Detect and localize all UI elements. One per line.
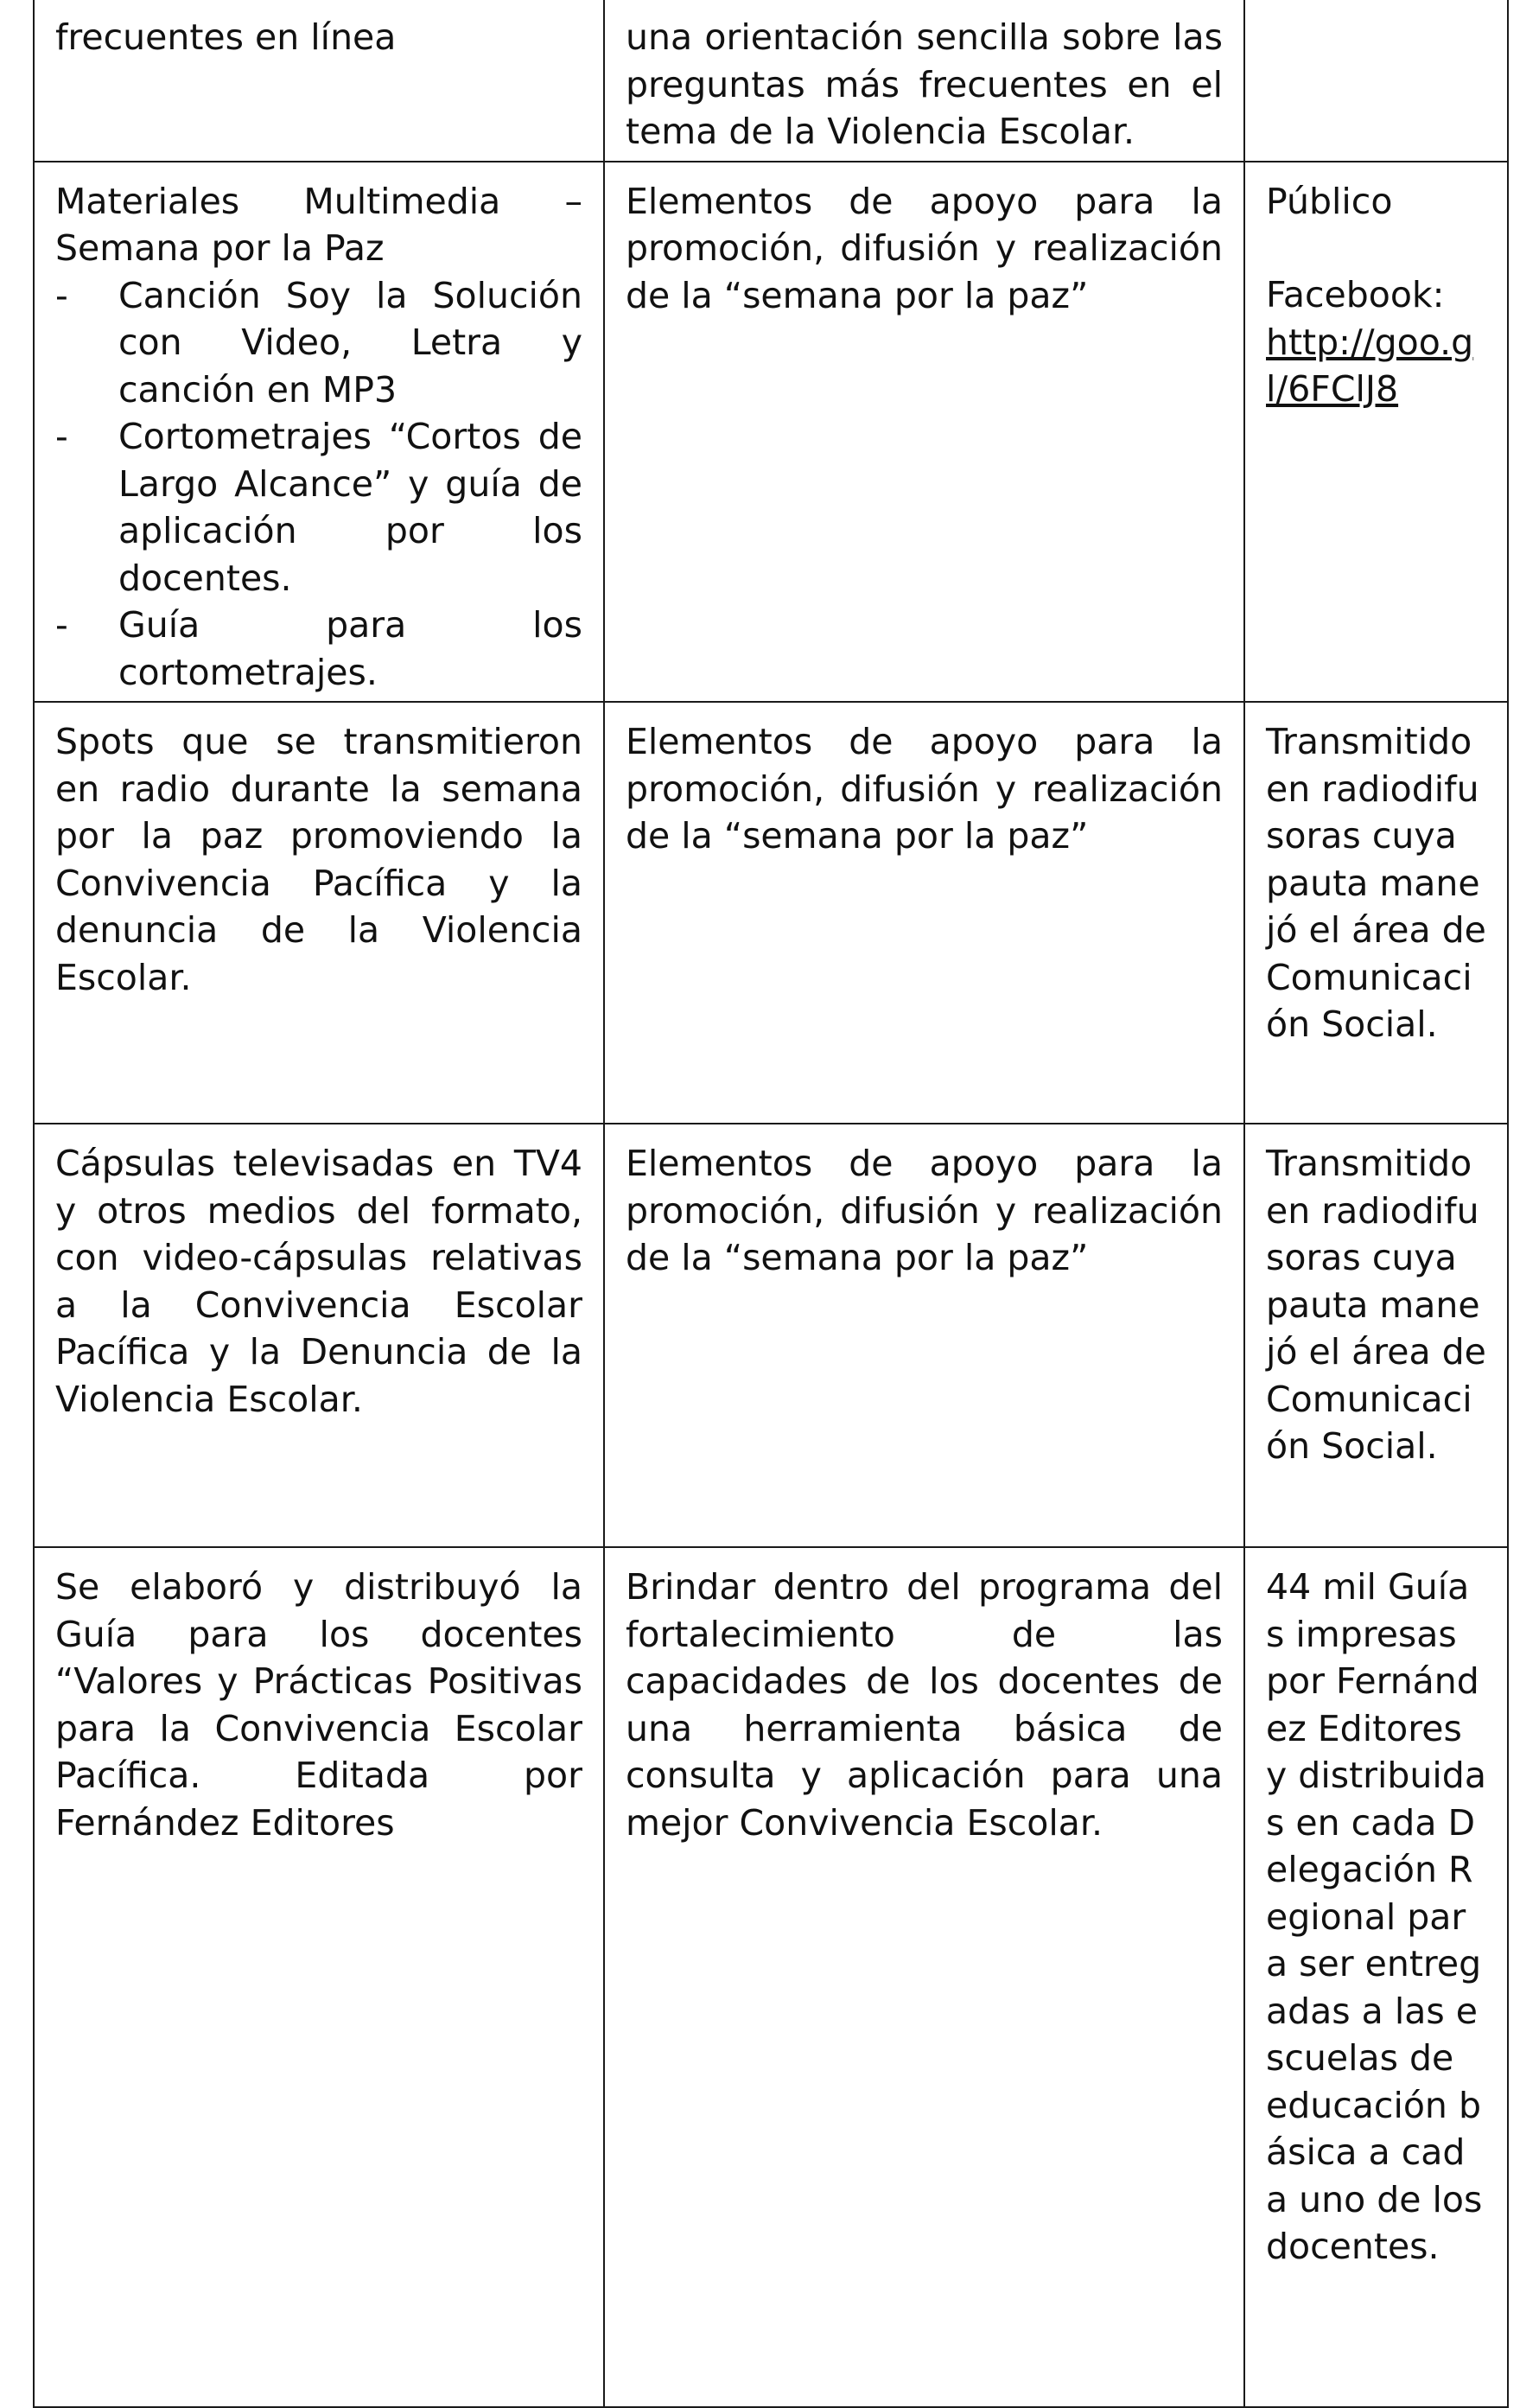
facebook-link[interactable]: http://goo.gl/6FClJ8 [1266,321,1474,410]
multimedia-list [55,272,582,697]
cell-activity: Spots que se transmitieron en radio durante la semana por la paz promoviendo la Convivencia Pacífica y la denuncia de la Violencia Escolar. [34,702,604,1124]
cell-objective: Elementos de apoyo para la promoción, difusión y realización de la “semana por la paz” [604,702,1244,1124]
cell-activity: Se elaboró y distribuyó la Guía para los docentes “Valores y Prácticas Positivas para la Convivencia Escolar Pacífica. Editada por Fernández Editores [34,1547,604,2407]
multimedia-title: Materiales Multimedia – Semana por la Paz [55,180,582,269]
cell-audience [1244,162,1508,703]
cell-objective: Elementos de apoyo para la promoción, difusión y realización de la “semana por la paz” [604,162,1244,703]
cell-activity [34,162,604,703]
table-row [34,702,1508,1124]
table-row [34,1547,1508,2407]
cell-audience: 44 mil Guías impresas por Fernández Editores y distribuidas en cada Delegación Regional para ser entregadas a las escuelas de educación básica a cada uno de los docentes. [1244,1547,1508,2407]
cell-audience: Transmitido en radiodifusoras cuya pauta manejó el área de Comunicación Social. [1244,1124,1508,1547]
list-item: - Cortometrajes “Cortos de Largo Alcance” y guía de aplicación por los docentes. [55,413,582,602]
cell-activity: Cápsulas televisadas en TV4 y otros medios del formato, con video-cápsulas relativas a la Convivencia Escolar Pacífica y la Denuncia de la Violencia Escolar. [34,1124,604,1547]
facebook-label: Facebook: [1266,274,1445,315]
table-row [34,162,1508,703]
cell-objective: Elementos de apoyo para la promoción, difusión y realización de la “semana por la paz” [604,1124,1244,1547]
table-row [34,0,1508,162]
cell-objective: una orientación sencilla sobre las preguntas más frecuentes en el tema de la Violencia Escolar. [604,0,1244,162]
cell-activity: frecuentes en línea [34,0,604,162]
cell-audience [1244,0,1508,162]
cell-objective: Brindar dentro del programa del fortalecimiento de las capacidades de los docentes de una herramienta básica de consulta y aplicación para una mejor Convivencia Escolar. [604,1547,1244,2407]
table-row [34,1124,1508,1547]
activities-table [33,0,1509,2408]
audience-label: Público [1266,180,1393,222]
list-item: - Canción Soy la Solución con Video, Letra y canción en MP3 [55,272,582,414]
list-item: - Guía para los cortometrajes. [55,602,582,696]
cell-audience: Transmitido en radiodifusoras cuya pauta manejó el área de Comunicación Social. [1244,702,1508,1124]
